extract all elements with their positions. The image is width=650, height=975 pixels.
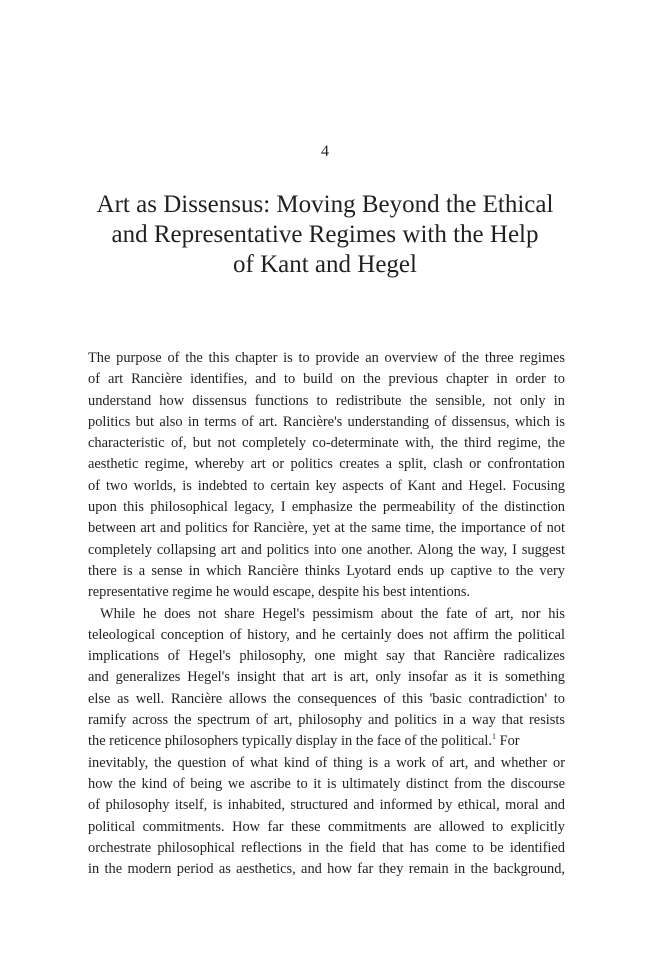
text-line: teleological conception of history, and he certainly does not affirm the political bbox=[88, 626, 565, 643]
text-line: how the kind of being we ascribe to it is ultimately distinct from the discourse bbox=[88, 775, 565, 792]
text-line: of two worlds, is indebted to certain key aspects of Kant and Hegel. Focusing bbox=[88, 477, 565, 494]
text-line: aesthetic regime, whereby art or politics creates a split, clash or confrontation bbox=[88, 456, 565, 473]
paragraph bbox=[88, 348, 565, 604]
chapter-title bbox=[90, 190, 560, 280]
text-line: upon this philosophical legacy, I emphasize the permeability of the distinction bbox=[88, 499, 565, 516]
text-line: While he does not share Hegel's pessimism about the fate of art, nor his bbox=[100, 605, 565, 622]
text-line: political commitments. How far these commitments are allowed to explicitly bbox=[88, 818, 565, 835]
chapter-title-line: Art as Dissensus: Moving Beyond the Ethical bbox=[96, 191, 554, 218]
text-segment: the reticence philosophers typically display in the face of the political. bbox=[88, 733, 492, 750]
text-line: The purpose of the this chapter is to provide an overview of the three regimes bbox=[88, 350, 565, 366]
text-line: completely collapsing art and politics into one another. Along the way, I suggest bbox=[88, 541, 565, 558]
chapter-number: 4 bbox=[321, 143, 329, 160]
text-line: of philosophy itself, is inhabited, structured and informed by ethical, moral and bbox=[88, 797, 565, 814]
chapter-body bbox=[88, 348, 565, 880]
text-line: politics but also in terms of art. Rancière's understanding of dissensus, which is bbox=[88, 413, 565, 430]
text-line-with-footnote bbox=[88, 731, 565, 752]
footnote-marker[interactable]: 1 bbox=[492, 732, 496, 742]
chapter-title-line: of Kant and Hegel bbox=[233, 251, 417, 278]
text-line: in the modern period as aesthetics, and how far they remain in the background, bbox=[88, 861, 565, 878]
text-line: of art Rancière identifies, and to build on the previous chapter in order to bbox=[88, 371, 565, 388]
text-line: ramify across the spectrum of art, philosophy and politics in a way that resists bbox=[88, 712, 565, 729]
text-line: else as well. Rancière allows the consequences of this 'basic contradiction' to bbox=[88, 690, 565, 707]
text-line: representative regime he would escape, despite his best intentions. bbox=[88, 584, 471, 601]
text-line: inevitably, the question of what kind of thing is a work of art, and whether or bbox=[88, 754, 565, 771]
text-line: and generalizes Hegel's insight that art is art, only insofar as it is something bbox=[88, 669, 565, 686]
chapter-title-line: and Representative Regimes with the Help bbox=[111, 221, 539, 248]
text-line: between art and politics for Rancière, yet at the same time, the importance of not bbox=[88, 520, 565, 537]
text-line: implications of Hegel's philosophy, one might say that Rancière radicalizes bbox=[88, 648, 565, 665]
paragraph bbox=[88, 604, 565, 881]
text-line: there is a sense in which Rancière thinks Lyotard ends up captive to the very bbox=[88, 562, 565, 579]
text-segment: For bbox=[496, 733, 520, 750]
text-line: orchestrate philosophical reflections in the field that has come to be identified bbox=[88, 839, 565, 856]
text-line: characteristic of, but not completely co-determinate with, the third regime, the bbox=[88, 435, 565, 452]
text-line: understand how dissensus functions to redistribute the sensible, not only in bbox=[88, 392, 565, 409]
